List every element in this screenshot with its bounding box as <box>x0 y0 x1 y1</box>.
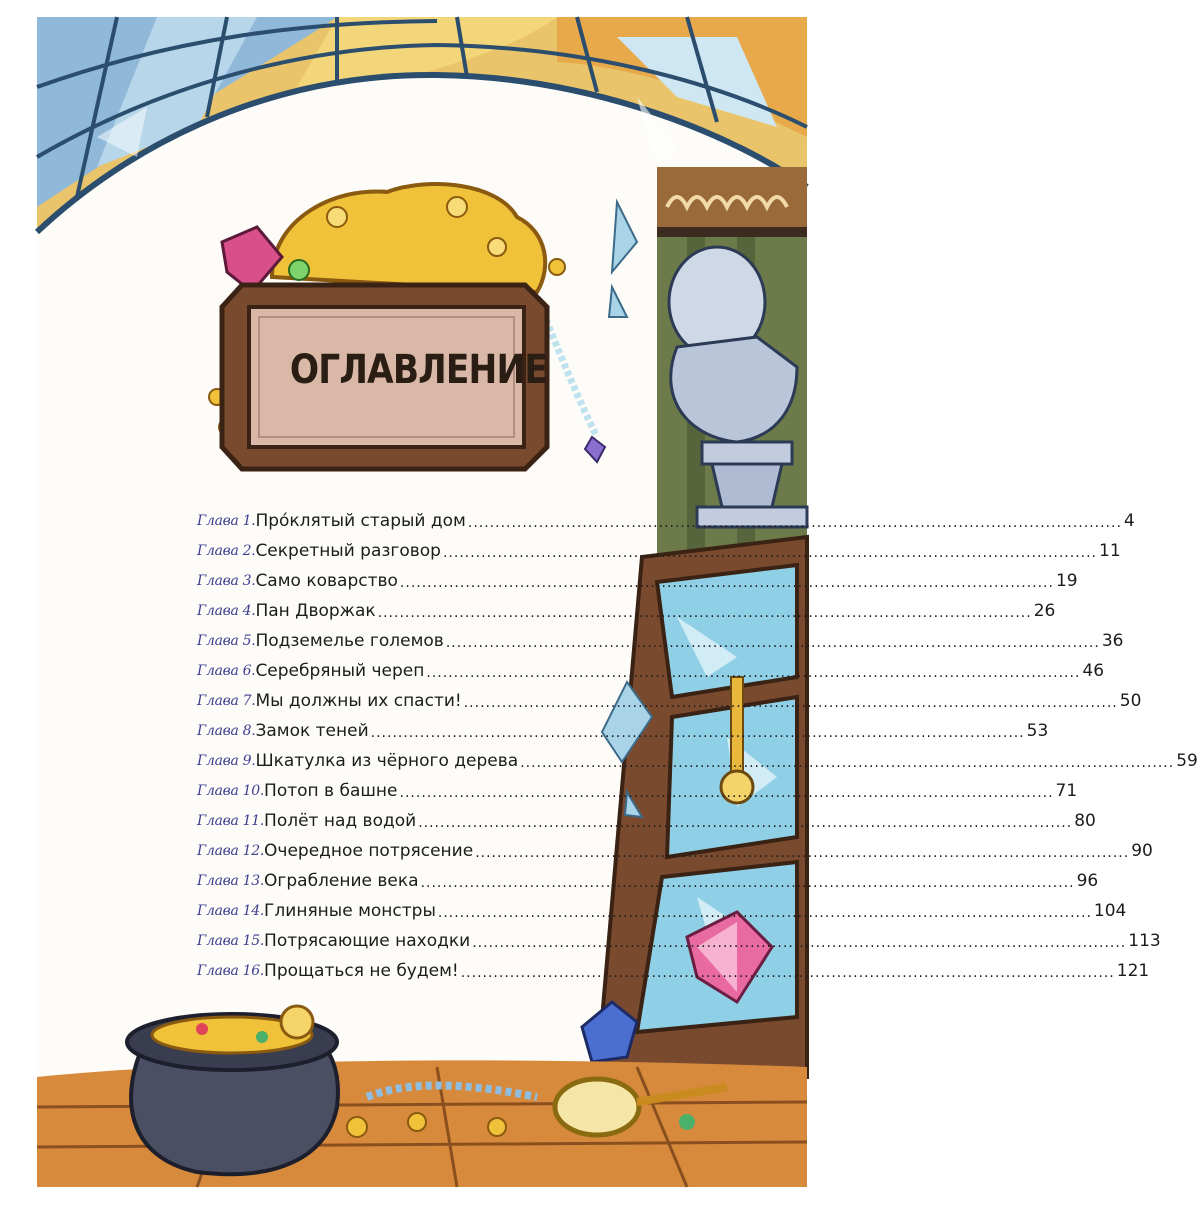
dot-leader: ........................................................................................................................ <box>520 755 1175 771</box>
page-number: 50 <box>1119 691 1142 711</box>
chapter-title: Про́клятый старый дом <box>255 511 466 531</box>
page-number: 19 <box>1055 571 1078 591</box>
book-page <box>37 17 1198 1187</box>
toc-entry <box>197 536 1121 566</box>
chapter-title: Подземелье големов <box>255 631 444 651</box>
page-number: 46 <box>1082 661 1105 681</box>
page-number: 53 <box>1026 721 1049 741</box>
chapter-title: Пан Дворжак <box>255 601 376 621</box>
chapter-label: Глава 16. <box>197 963 265 979</box>
dot-leader: ........................................................................................................................ <box>472 935 1127 951</box>
chapter-label: Глава 1. <box>197 513 256 529</box>
dot-leader: ........................................................................................................................ <box>463 695 1118 711</box>
page-number: 104 <box>1093 901 1127 921</box>
chapter-label: Глава 3. <box>197 573 256 589</box>
dot-leader: ........................................................................................................................ <box>467 515 1122 531</box>
chapter-label: Глава 6. <box>197 663 256 679</box>
toc-entry <box>197 566 1078 596</box>
dot-leader: ........................................................................................................................ <box>377 605 1032 621</box>
chapter-label: Глава 8. <box>197 723 256 739</box>
chapter-title: Глиняные монстры <box>264 901 436 921</box>
toc-entry <box>197 776 1078 806</box>
page-number: 26 <box>1033 601 1056 621</box>
chapter-title: Потрясающие находки <box>264 931 471 951</box>
toc-entry <box>197 836 1153 866</box>
toc-entry <box>197 806 1096 836</box>
chapter-label: Глава 12. <box>197 843 265 859</box>
toc-entry <box>197 686 1142 716</box>
toc-entry <box>197 506 1135 536</box>
dot-leader: ........................................................................................................................ <box>418 815 1073 831</box>
dot-leader: ........................................................................................................................ <box>399 785 1054 801</box>
page-number: 113 <box>1128 931 1161 951</box>
dot-leader: ........................................................................................................................ <box>442 545 1097 561</box>
chapter-title: Шкатулка из чёрного дерева <box>255 751 519 771</box>
page-number: 11 <box>1099 541 1121 561</box>
dot-leader: ........................................................................................................................ <box>370 725 1025 741</box>
chapter-title: Само коварство <box>255 571 398 591</box>
dot-leader: ........................................................................................................................ <box>426 665 1081 681</box>
chapter-label: Глава 11. <box>197 813 265 829</box>
chapter-label: Глава 10. <box>197 783 265 799</box>
dot-leader: ........................................................................................................................ <box>399 575 1054 591</box>
page-number: 4 <box>1123 511 1135 531</box>
chapter-title: Потоп в башне <box>264 781 398 801</box>
chapter-label: Глава 13. <box>197 873 265 889</box>
dot-leader: ........................................................................................................................ <box>445 635 1100 651</box>
dot-leader: ........................................................................................................................ <box>475 845 1130 861</box>
chapter-title: Серебряный череп <box>255 661 425 681</box>
page-number: 96 <box>1076 871 1099 891</box>
toc-entry <box>197 896 1127 926</box>
chapter-title: Полёт над водой <box>264 811 417 831</box>
toc-entry <box>197 866 1099 896</box>
chapter-label: Глава 4. <box>197 603 256 619</box>
page-number: 71 <box>1055 781 1078 801</box>
chapter-title: Прощаться не будем! <box>264 961 459 981</box>
chapter-title: Замок теней <box>255 721 369 741</box>
coin-sack <box>127 1006 338 1174</box>
chapter-label: Глава 2. <box>197 543 256 559</box>
toc-entry <box>197 656 1105 686</box>
toc-entry <box>197 746 1198 776</box>
page-number: 59 <box>1176 751 1198 771</box>
toc-entry <box>197 596 1056 626</box>
chapter-label: Глава 15. <box>197 933 265 949</box>
toc-entry <box>197 956 1150 986</box>
dot-leader: ........................................................................................................................ <box>460 965 1115 981</box>
chapter-label: Глава 7. <box>197 693 256 709</box>
chapter-label: Глава 9. <box>197 753 256 769</box>
page-number: 121 <box>1116 961 1150 981</box>
page-number: 90 <box>1131 841 1153 861</box>
toc-entry <box>197 926 1161 956</box>
chapter-title: Секретный разговор <box>255 541 441 561</box>
chapter-title: Очередное потрясение <box>264 841 474 861</box>
toc-entry <box>197 626 1124 656</box>
dot-leader: ........................................................................................................................ <box>420 875 1075 891</box>
chapter-label: Глава 5. <box>197 633 256 649</box>
page-title: ОГЛАВЛЕНИЕ <box>289 347 548 393</box>
dot-leader: ........................................................................................................................ <box>437 905 1092 921</box>
chapter-label: Глава 14. <box>197 903 265 919</box>
page-number: 36 <box>1101 631 1124 651</box>
table-of-contents <box>197 506 1198 986</box>
chapter-title: Мы должны их спасти! <box>255 691 462 711</box>
page-number: 80 <box>1074 811 1096 831</box>
toc-entry <box>197 716 1049 746</box>
chapter-title: Ограбление века <box>264 871 419 891</box>
